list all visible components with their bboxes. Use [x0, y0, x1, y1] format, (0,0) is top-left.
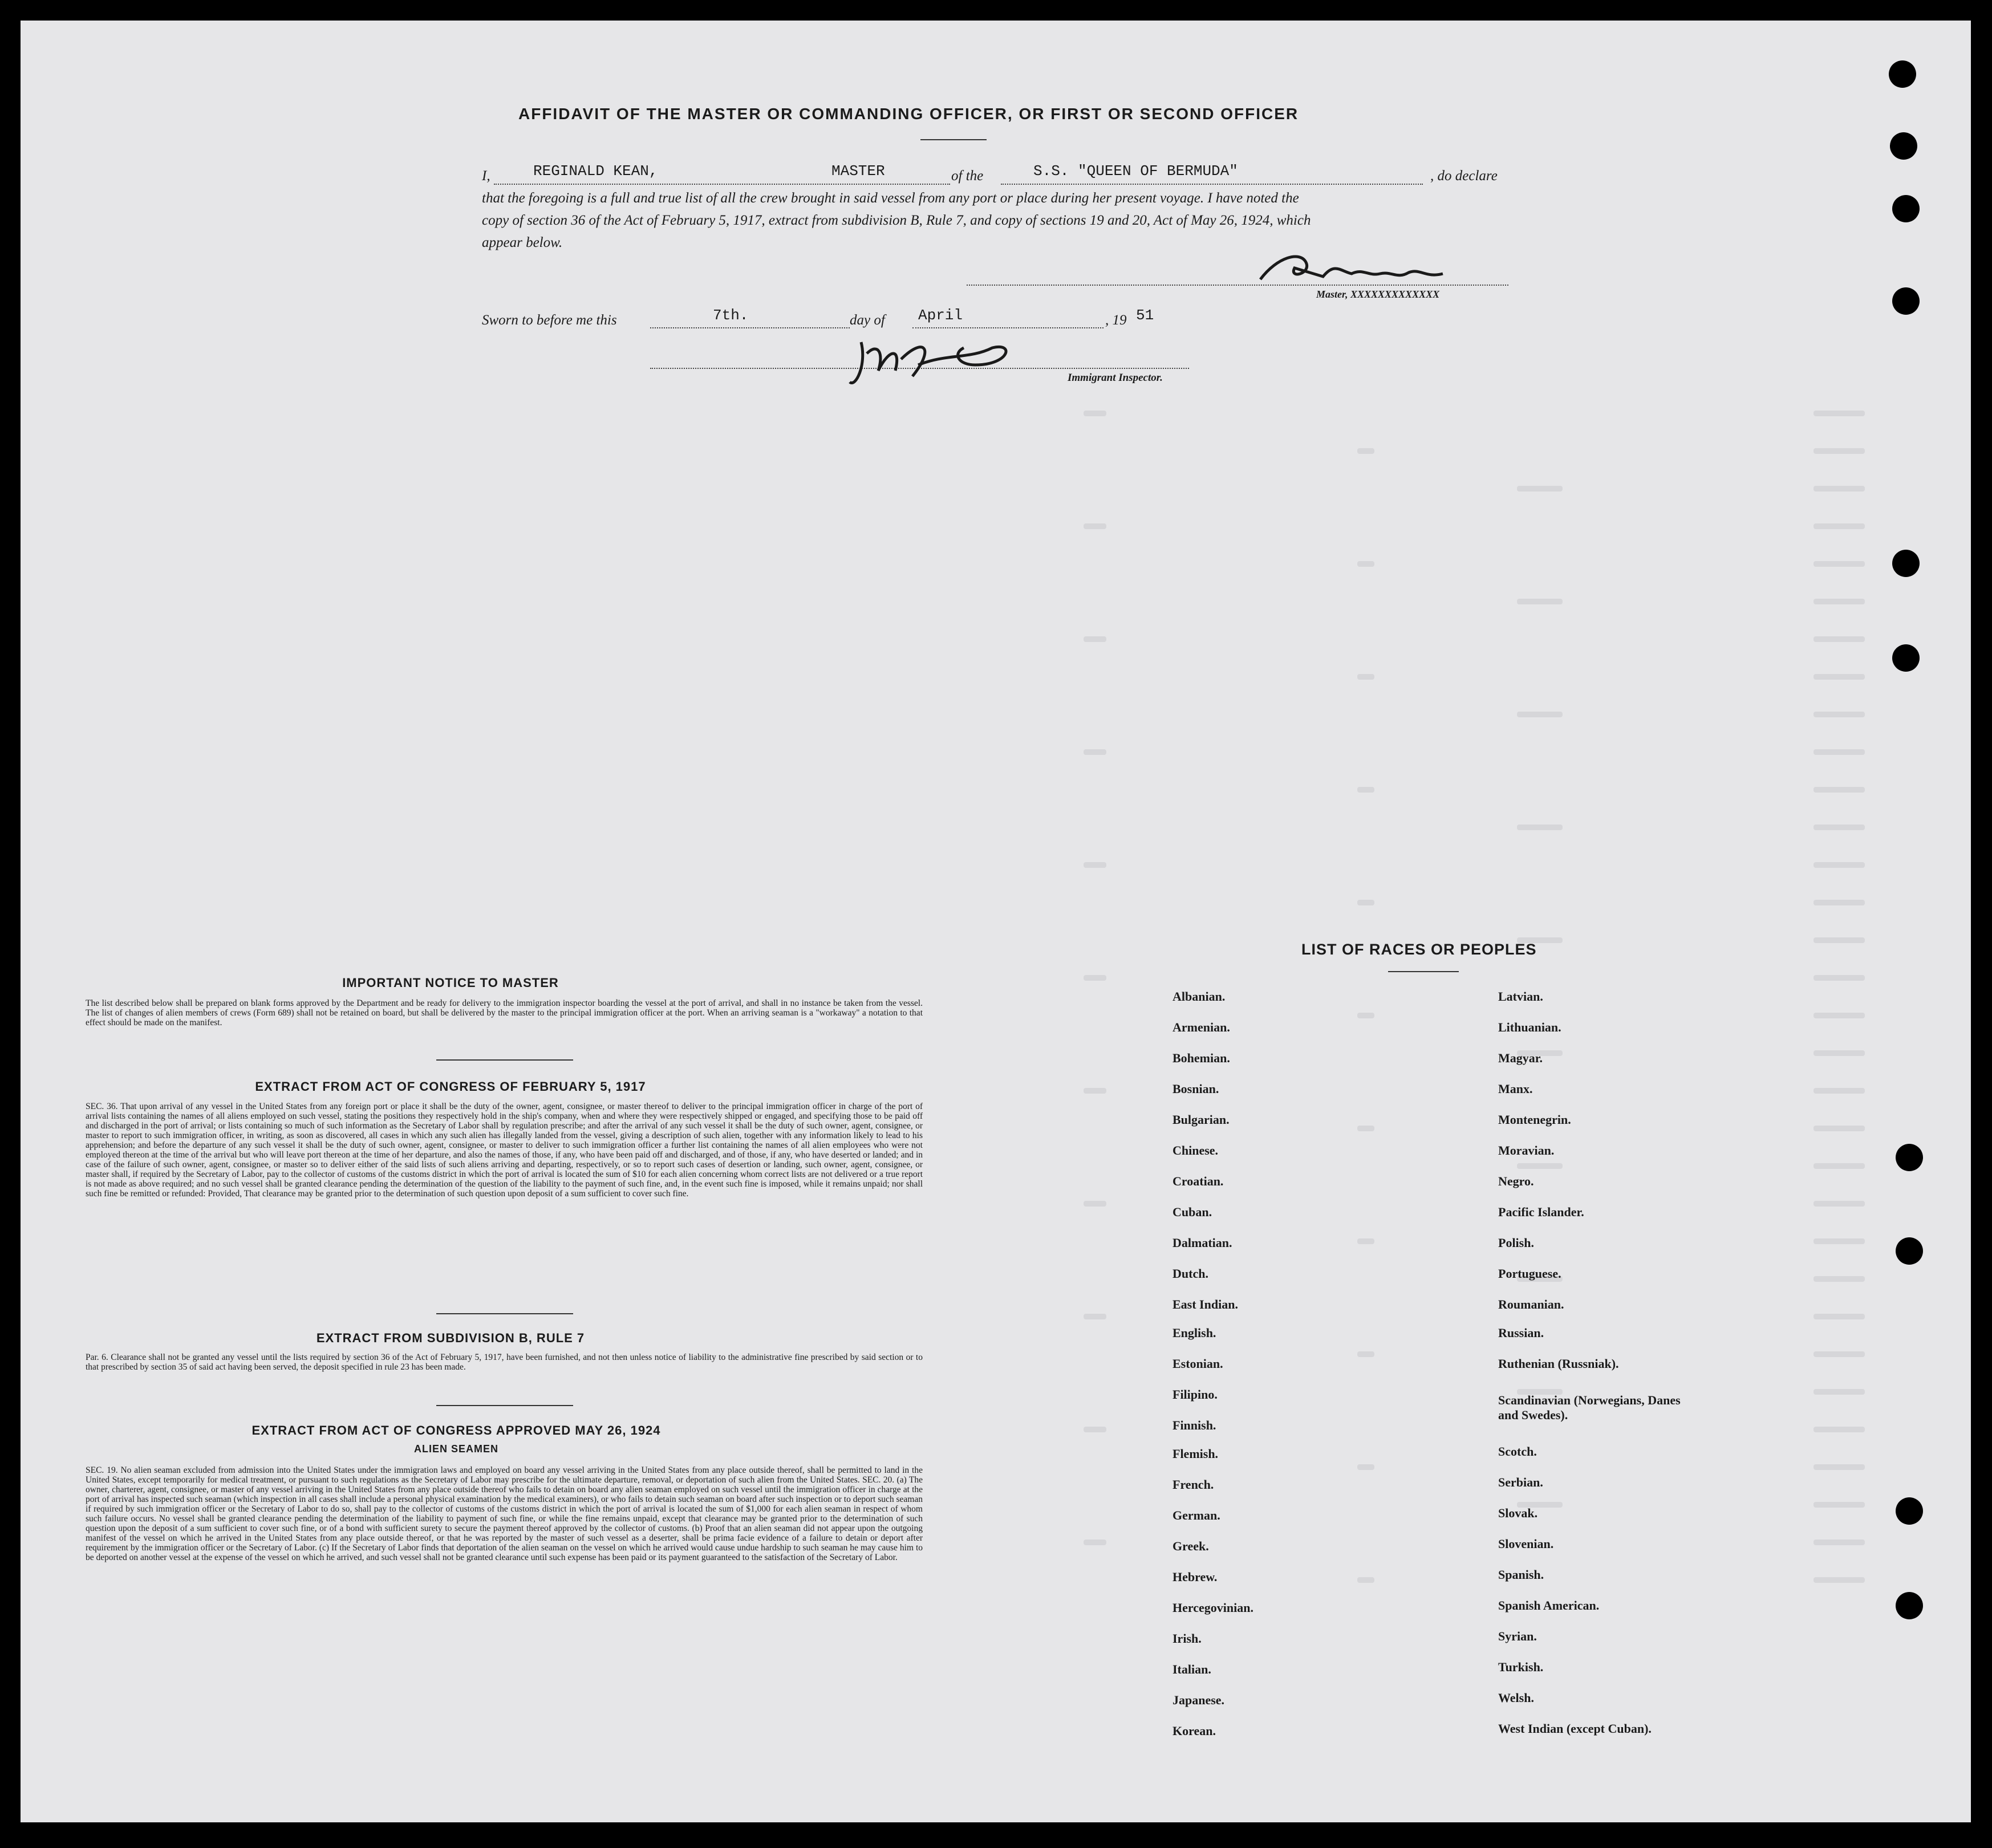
act-1917-heading: EXTRACT FROM ACT OF CONGRESS OF FEBRUARY 5, 1917	[255, 1079, 646, 1094]
bleed-mark	[1517, 1163, 1563, 1169]
affidavit-title: AFFIDAVIT OF THE MASTER OR COMMANDING OFFICER, OR FIRST OR SECOND OFFICER	[518, 105, 1299, 123]
bleed-mark	[1814, 825, 1865, 830]
race-item: Spanish.	[1498, 1567, 1544, 1582]
bleed-mark	[1357, 900, 1374, 905]
day-of-label: day of	[850, 312, 885, 328]
bleed-mark	[1517, 825, 1563, 830]
bleed-mark	[1084, 411, 1106, 416]
race-item: Croatian.	[1173, 1174, 1224, 1188]
punch-hole	[1892, 644, 1920, 672]
vessel-name: S.S. "QUEEN OF BERMUDA"	[1033, 163, 1238, 180]
race-item: German.	[1173, 1508, 1220, 1522]
divider	[436, 1059, 573, 1061]
bleed-mark	[1357, 787, 1374, 793]
bleed-mark	[1357, 674, 1374, 680]
bleed-mark	[1357, 1464, 1374, 1470]
month-line	[912, 327, 1103, 328]
bleed-mark	[1814, 411, 1865, 416]
race-item: Magyar.	[1498, 1051, 1543, 1065]
bleed-mark	[1814, 1351, 1865, 1357]
act-1924-subheading: ALIEN SEAMEN	[413, 1443, 498, 1455]
punch-hole	[1896, 1592, 1923, 1619]
bleed-mark	[1084, 636, 1106, 642]
master-name: REGINALD KEAN,	[533, 163, 658, 180]
race-item: Italian.	[1173, 1662, 1211, 1676]
bleed-mark	[1814, 1502, 1865, 1508]
bleed-mark	[1814, 636, 1865, 642]
bleed-mark	[1814, 975, 1865, 981]
race-item: Hebrew.	[1173, 1570, 1218, 1584]
bleed-mark	[1814, 486, 1865, 492]
race-item: Roumanian.	[1498, 1297, 1564, 1311]
day-line	[650, 327, 850, 328]
bleed-mark	[1814, 1577, 1865, 1583]
bleed-mark	[1814, 1276, 1865, 1282]
race-item: East Indian.	[1173, 1297, 1238, 1311]
sworn-month: April	[918, 307, 963, 324]
bleed-mark	[1814, 900, 1865, 905]
sworn-day: 7th.	[713, 307, 749, 324]
bleed-mark	[1517, 599, 1563, 604]
declaration-line-3: appear below.	[482, 235, 563, 250]
of-the-label: of the	[951, 168, 984, 184]
race-item: Filipino.	[1173, 1387, 1218, 1402]
act-1917-body: SEC. 36. That upon arrival of any vessel in the United States from any foreign port or place it shall be the duty of the owner, agent, consignee, or master thereof to deliver to the principal immigration officer in charge of the port of arrival lists containing the names of all aliens employed on such vessel, stating the positions they respectively hold in the ship's company, when and where they were respectively shipped or engaged, and specifying those to be paid off and discharged in the port of arrival; or lists containing so much of such information as the Secretary of Labor shall by regulation prescribe; and after the arrival of any such vessel it shall be the duty of such owner, agent, consignee, or master to report to such immigration officer, in writing, as soon as discovered, all cases in which any such alien has illegally landed from the vessel, giving a description of such alien, together with any information likely to lead to his apprehension; and before the departure of any such vessel it shall be the duty of such owner, agent, consignee, or master to deliver to such immigration officer a further list containing the names of all alien employees who were not employed thereon at the time of the arrival but who will leave port thereon at the time of her departure, and also the names of those, if any, who have been paid off and discharged, and of those, if any, who have deserted or landed; and in case of the failure of such owner, agent, consignee, or master so to deliver either of the said lists of such aliens arriving and departing, respectively, or so to report such cases of desertion or landing, such owner, agent, consignee, or master shall, if required by the Secretary of Labor, pay to the collector of customs of the customs district in which the port of arrival is located the sum of $10 for each alien concerning whom correct lists are not delivered or a true report is not made as above required; and no such vessel shall be granted clearance pending the determination of the question of the liability to the payment of such fine, and, in the event such fine is imposed, while it remains unpaid; nor shall such fine be remitted or refunded: Provided, That clearance may be granted prior to the determination of such question upon deposit of a sum sufficient to cover such fine.	[86, 1102, 923, 1199]
rule-7-body: Par. 6. Clearance shall not be granted any vessel until the lists required by section 36 of the Act of February 5, 1917, have been furnished, and not then unless notice of liability to the administrative fine prescribed by said section or to that prescribed by section 35 of said act having been served, the deposit specified in rule 23 has been made.	[86, 1353, 923, 1372]
race-item: West Indian (except Cuban).	[1498, 1721, 1652, 1736]
race-item: Hercegovinian.	[1173, 1601, 1253, 1615]
race-item: Pacific Islander.	[1498, 1205, 1584, 1219]
bleed-mark	[1357, 1126, 1374, 1131]
race-item: Turkish.	[1498, 1660, 1544, 1674]
divider	[436, 1313, 573, 1314]
race-item: Scotch.	[1498, 1444, 1537, 1459]
act-1924-heading: EXTRACT FROM ACT OF CONGRESS APPROVED MAY 26, 1924	[251, 1423, 661, 1437]
master-rank: MASTER	[831, 163, 885, 180]
race-item: Dalmatian.	[1173, 1236, 1232, 1250]
declaration-line-1: that the foregoing is a full and true list of all the crew brought in said vessel from any port or place during her present voyage. I have noted the	[482, 190, 1299, 206]
race-item: Montenegrin.	[1498, 1112, 1571, 1127]
bleed-mark	[1357, 561, 1374, 567]
punch-hole	[1892, 287, 1920, 315]
race-item: Irish.	[1173, 1631, 1202, 1646]
bleed-mark	[1084, 1088, 1106, 1094]
bleed-mark	[1517, 486, 1563, 492]
title-divider	[920, 139, 987, 140]
race-item: Negro.	[1498, 1174, 1534, 1188]
race-item: Moravian.	[1498, 1143, 1555, 1157]
vessel-line	[1001, 184, 1423, 185]
race-item: Spanish American.	[1498, 1598, 1600, 1613]
race-item: Finnish.	[1173, 1418, 1216, 1432]
race-item: Greek.	[1173, 1539, 1209, 1553]
race-item: Lithuanian.	[1498, 1020, 1561, 1034]
race-item: Ruthenian (Russniak).	[1498, 1356, 1619, 1371]
bleed-mark	[1814, 1013, 1865, 1018]
bleed-mark	[1814, 1314, 1865, 1319]
race-item: Armenian.	[1173, 1020, 1230, 1034]
race-item: Bosnian.	[1173, 1082, 1219, 1096]
bleed-mark	[1814, 1238, 1865, 1244]
race-item: French.	[1173, 1477, 1214, 1492]
bleed-mark	[1814, 1088, 1865, 1094]
bleed-mark	[1814, 937, 1865, 943]
races-heading: LIST OF RACES OR PEOPLES	[1301, 941, 1537, 958]
bleed-mark	[1357, 1013, 1374, 1018]
bleed-mark	[1814, 1540, 1865, 1545]
bleed-mark	[1084, 1540, 1106, 1545]
master-caption: Master, XXXXXXXXXXXXX	[1316, 289, 1440, 300]
bleed-mark	[1084, 1201, 1106, 1207]
punch-hole	[1896, 1497, 1923, 1525]
bleed-mark	[1814, 1126, 1865, 1131]
race-item: Latvian.	[1498, 989, 1543, 1004]
bleed-mark	[1814, 561, 1865, 567]
bleed-mark	[1084, 1314, 1106, 1319]
divider	[436, 1405, 573, 1406]
race-item: English.	[1173, 1326, 1216, 1340]
punch-hole	[1892, 195, 1920, 222]
race-item: Syrian.	[1498, 1629, 1537, 1643]
punch-hole	[1892, 550, 1920, 577]
bleed-mark	[1814, 1427, 1865, 1432]
bleed-mark	[1814, 599, 1865, 604]
punch-hole	[1896, 1144, 1923, 1171]
rule-7-heading: EXTRACT FROM SUBDIVISION B, RULE 7	[316, 1331, 585, 1345]
punch-hole	[1896, 1237, 1923, 1265]
sworn-year: 51	[1136, 307, 1154, 324]
declaration-line-2: copy of section 36 of the Act of February 5, 1917, extract from subdivision B, Rule 7, and copy of sections 19 and 20, Act of May 26, 1924, which	[482, 213, 1311, 228]
race-item: Dutch.	[1173, 1266, 1208, 1281]
bleed-mark	[1357, 1351, 1374, 1357]
bleed-mark	[1814, 1389, 1865, 1395]
race-item: Flemish.	[1173, 1447, 1219, 1461]
master-signature	[1255, 245, 1460, 291]
bleed-mark	[1517, 712, 1563, 717]
race-item: Slovenian.	[1498, 1537, 1554, 1551]
race-item: Korean.	[1173, 1724, 1216, 1738]
race-item: Scandinavian (Norwegians, Danes and Swedes).	[1498, 1393, 1681, 1422]
do-declare: , do declare	[1430, 168, 1498, 184]
race-item: Bulgarian.	[1173, 1112, 1230, 1127]
sworn-label: Sworn to before me this	[482, 312, 617, 328]
race-item: Portuguese.	[1498, 1266, 1561, 1281]
race-item: Slovak.	[1498, 1506, 1538, 1520]
race-item: Welsh.	[1498, 1691, 1534, 1705]
race-item: Albanian.	[1173, 989, 1226, 1004]
declaration-i: I,	[482, 168, 490, 184]
race-item: Bohemian.	[1173, 1051, 1230, 1065]
bleed-mark	[1357, 1238, 1374, 1244]
race-item: Japanese.	[1173, 1693, 1225, 1707]
bleed-mark	[1084, 862, 1106, 868]
bleed-mark	[1084, 1427, 1106, 1432]
bleed-mark	[1814, 1163, 1865, 1169]
year-prefix: , 19	[1105, 312, 1127, 328]
bleed-mark	[1814, 1464, 1865, 1470]
bleed-mark	[1814, 674, 1865, 680]
races-divider	[1388, 971, 1459, 972]
bleed-mark	[1814, 862, 1865, 868]
bleed-mark	[1357, 1577, 1374, 1583]
bleed-mark	[1814, 787, 1865, 793]
punch-hole	[1890, 132, 1917, 160]
race-item: Manx.	[1498, 1082, 1533, 1096]
name-line	[494, 184, 950, 185]
notice-heading: IMPORTANT NOTICE TO MASTER	[342, 976, 559, 990]
bleed-mark	[1814, 448, 1865, 454]
race-item: Polish.	[1498, 1236, 1534, 1250]
bleed-mark	[1084, 975, 1106, 981]
bleed-mark	[1084, 523, 1106, 529]
bleed-mark	[1814, 1050, 1865, 1056]
inspector-signature	[844, 331, 1027, 393]
punch-hole	[1889, 60, 1916, 88]
bleed-mark	[1814, 712, 1865, 717]
bleed-mark	[1357, 448, 1374, 454]
race-item: Chinese.	[1173, 1143, 1219, 1157]
bleed-mark	[1814, 523, 1865, 529]
race-item: Estonian.	[1173, 1356, 1223, 1371]
bleed-mark	[1814, 1201, 1865, 1207]
race-item: Serbian.	[1498, 1475, 1543, 1489]
notice-body: The list described below shall be prepared on blank forms approved by the Department and be ready for delivery to the immigration inspector boarding the vessel at the port of arrival, and shall in no instance be taken from the vessel. The list of changes of alien members of crews (Form 689) shall not be retained on board, but shall be delivered by the master to the principal immigration officer at the port. When an arriving seaman is a "workaway" a notation to that effect should be made on the manifest.	[86, 998, 923, 1027]
bleed-mark	[1814, 749, 1865, 755]
act-1924-body: SEC. 19. No alien seaman excluded from admission into the United States under the immigration laws and employed on board any vessel arriving in the United States from any place outside thereof, shall be permitted to land in the United States, except temporarily for medical treatment, or pursuant to such regulations as the Secretary of Labor may prescribe for the ultimate departure, removal, or deportation of such alien from the United States. SEC. 20. (a) The owner, charterer, agent, consignee, or master of any vessel arriving in the United States from any place outside thereof who fails to detain on board any alien seaman employed on such vessel until the immigration officer in charge at the port of arrival has inspected such seaman (which inspection in all cases shall include a personal physical examination by the medical examiners), or who fails to detain such seaman on board after such inspection or to deport such seaman if required by such immigration officer or the Secretary of Labor to do so, shall pay to the collector of customs of the customs district in which the port of arrival is located the sum of $1,000 for each alien seaman in respect of whom such failure occurs. No vessel shall be granted clearance pending the determination of the liability to payment of such fine, or while the fine remains unpaid, except that clearance may be granted prior to the determination of such question upon the deposit of a sum sufficient to cover such fine, or of a bond with sufficient surety to secure the payment thereof approved by the collector of customs. (b) Proof that an alien seaman did not appear upon the outgoing manifest of the vessel on which he arrived in the United States from any place outside thereof, or that he was reported by the master of such vessel as a deserter, shall be prima facie evidence of a failure to detain or deport after requirement by the immigration officer or the Secretary of Labor. (c) If the Secretary of Labor finds that deportation of the alien seaman on the vessel on which he arrived would cause undue hardship to such seaman he may cause him to be deported on another vessel at the expense of the vessel on which he arrived, and such vessel shall not be granted clearance until such expense has been paid or its payment guaranteed to the satisfaction of the Secretary of Labor.	[86, 1465, 923, 1562]
bleed-mark	[1084, 749, 1106, 755]
race-item: Russian.	[1498, 1326, 1544, 1340]
race-item: Cuban.	[1173, 1205, 1212, 1219]
inspector-caption: Immigrant Inspector.	[1068, 372, 1163, 384]
